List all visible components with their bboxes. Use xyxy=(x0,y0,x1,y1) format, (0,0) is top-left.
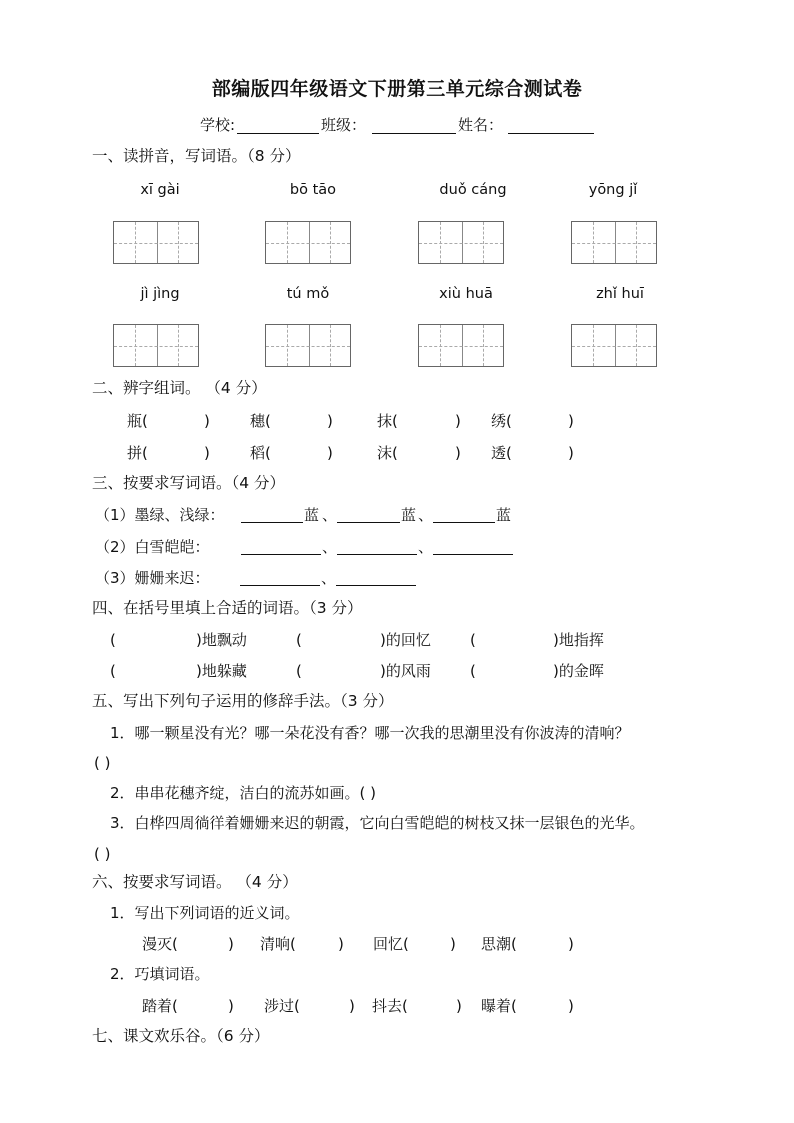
pinyin-8: zhǐ huī xyxy=(596,286,644,302)
pinyin-5: jì jìng xyxy=(140,286,180,302)
section-7-heading: 七、课文欢乐谷。（6 分） xyxy=(92,1027,270,1045)
char-item: 抹( xyxy=(377,412,398,430)
pinyin-2: bō tāo xyxy=(289,182,337,198)
word-close: ) xyxy=(228,935,234,953)
char-close: ) xyxy=(455,412,461,430)
blue-suffix: 蓝 xyxy=(304,506,320,524)
section-6-heading: 六、按要求写词语。 （4 分） xyxy=(92,873,298,891)
word-item: 曝着( xyxy=(481,997,517,1015)
fill-item: )的风雨 xyxy=(380,662,431,680)
section-3-heading: 三、按要求写词语。（4 分） xyxy=(92,474,286,492)
answer-blank[interactable] xyxy=(433,540,513,555)
writing-grid-4[interactable] xyxy=(571,221,657,264)
word-item: 涉过( xyxy=(264,997,300,1015)
char-close: ) xyxy=(455,444,461,462)
char-close: ) xyxy=(327,412,333,430)
blue-suffix: 蓝 xyxy=(496,506,512,524)
pinyin-6: tú mǒ xyxy=(286,286,330,302)
word-close: ) xyxy=(228,997,234,1015)
answer-blank[interactable] xyxy=(241,508,303,523)
word-close: ) xyxy=(568,997,574,1015)
answer-blank[interactable] xyxy=(337,540,417,555)
pinyin-4: yōng jǐ xyxy=(588,182,638,198)
answer-paren[interactable]: ( ) xyxy=(94,845,111,863)
separator: 、 xyxy=(322,538,338,556)
question-2: 2．串串花穗齐绽，洁白的流苏如画。( ) xyxy=(110,784,377,802)
word-close: ) xyxy=(456,997,462,1015)
question-1: 1．哪一颗星没有光？哪一朵花没有香？哪一次我的思潮里没有你波涛的清响？ xyxy=(110,724,630,742)
answer-blank[interactable] xyxy=(433,508,495,523)
word-item: 漫灭( xyxy=(142,935,178,953)
open-paren: ( xyxy=(296,631,302,649)
s3-item-3-label: （3）姗姗来迟： xyxy=(95,569,210,587)
school-label: 学校: xyxy=(200,116,236,134)
char-item: 瓶( xyxy=(127,412,148,430)
word-item: 抖去( xyxy=(372,997,408,1015)
sub-question-1: 1．写出下列词语的近义词。 xyxy=(110,904,300,922)
pinyin-1: xī gài xyxy=(140,182,180,198)
char-item: 透( xyxy=(491,444,512,462)
word-close: ) xyxy=(450,935,456,953)
separator: 、 xyxy=(321,569,337,587)
separator: 、 xyxy=(322,506,338,524)
answer-blank[interactable] xyxy=(241,540,321,555)
open-paren: ( xyxy=(110,662,116,680)
fill-item: )地指挥 xyxy=(553,631,604,649)
separator: 、 xyxy=(418,538,434,556)
writing-grid-2[interactable] xyxy=(265,221,351,264)
writing-grid-8[interactable] xyxy=(571,324,657,367)
s3-item-2-label: （2）白雪皑皑： xyxy=(95,538,210,556)
char-close: ) xyxy=(327,444,333,462)
fill-item: )的金晖 xyxy=(553,662,604,680)
char-item: 稻( xyxy=(250,444,271,462)
section-5-heading: 五、写出下列句子运用的修辞手法。（3 分） xyxy=(92,692,394,710)
writing-grid-5[interactable] xyxy=(113,324,199,367)
fill-item: )的回忆 xyxy=(380,631,431,649)
fill-item: )地躲藏 xyxy=(196,662,247,680)
answer-paren[interactable]: ( ) xyxy=(94,754,111,772)
pinyin-3: duǒ cáng xyxy=(439,182,507,198)
separator: 、 xyxy=(418,506,434,524)
writing-grid-3[interactable] xyxy=(418,221,504,264)
writing-grid-7[interactable] xyxy=(418,324,504,367)
answer-blank[interactable] xyxy=(337,508,400,523)
char-item: 拼( xyxy=(127,444,148,462)
sub-question-2: 2．巧填词语。 xyxy=(110,965,210,983)
name-label: 姓名： xyxy=(458,116,504,134)
char-close: ) xyxy=(204,444,210,462)
class-label: 班级： xyxy=(321,116,367,134)
school-blank[interactable] xyxy=(237,119,319,134)
open-paren: ( xyxy=(470,662,476,680)
name-blank[interactable] xyxy=(508,119,594,134)
writing-grid-6[interactable] xyxy=(265,324,351,367)
word-item: 踏着( xyxy=(142,997,178,1015)
writing-grid-1[interactable] xyxy=(113,221,199,264)
open-paren: ( xyxy=(296,662,302,680)
char-item: 穗( xyxy=(250,412,271,430)
open-paren: ( xyxy=(470,631,476,649)
pinyin-7: xiù huā xyxy=(439,286,493,302)
char-item: 绣( xyxy=(491,412,512,430)
answer-blank[interactable] xyxy=(240,571,320,586)
page-title: 部编版四年级语文下册第三单元综合测试卷 xyxy=(211,78,583,100)
section-4-heading: 四、在括号里填上合适的词语。（3 分） xyxy=(92,599,363,617)
question-3: 3．白桦四周徜徉着姗姗来迟的朝霞，它向白雪皑皑的树枝又抹一层银色的光华。 xyxy=(110,814,645,832)
open-paren: ( xyxy=(110,631,116,649)
char-close: ) xyxy=(568,412,574,430)
class-blank[interactable] xyxy=(372,119,456,134)
word-item: 清响( xyxy=(260,935,296,953)
word-item: 回忆( xyxy=(373,935,409,953)
word-close: ) xyxy=(568,935,574,953)
word-item: 思潮( xyxy=(481,935,517,953)
char-item: 沫( xyxy=(377,444,398,462)
section-1-heading: 一、读拼音，写词语。（8 分） xyxy=(92,147,301,165)
char-close: ) xyxy=(568,444,574,462)
word-close: ) xyxy=(338,935,344,953)
s3-item-1-label: （1）墨绿、浅绿： xyxy=(95,506,225,524)
fill-item: )地飘动 xyxy=(196,631,247,649)
blue-suffix: 蓝 xyxy=(401,506,417,524)
answer-blank[interactable] xyxy=(336,571,416,586)
char-close: ) xyxy=(204,412,210,430)
section-2-heading: 二、辨字组词。 （4 分） xyxy=(92,379,267,397)
word-close: ) xyxy=(349,997,355,1015)
